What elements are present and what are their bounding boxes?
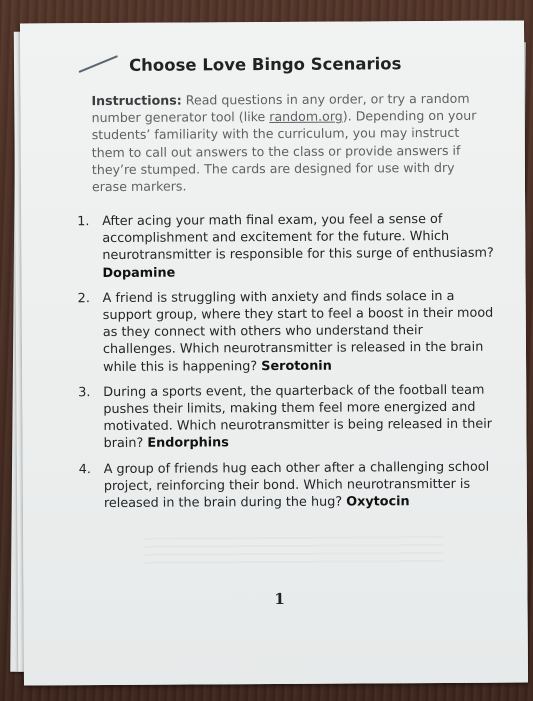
instructions-paragraph bbox=[91, 90, 492, 196]
question-text: A group of friends hug each other after a challenging school project, reinforcing their bond. Which neurotransmitter is released in the brain during the hug? bbox=[103, 459, 490, 512]
question-number: 4. bbox=[78, 461, 91, 477]
question-answer: Endorphins bbox=[147, 435, 229, 452]
question-answer: Serotonin bbox=[261, 358, 332, 374]
show-through-text bbox=[143, 536, 443, 568]
instructions-label: Instructions: bbox=[91, 92, 182, 109]
question-text: After acing your math final exam, you feel a sense of accomplishment and excitement for the future. Which neurotransmitter is responsible for this surge of enthusiasm? bbox=[102, 211, 494, 264]
question-answer: Dopamine bbox=[102, 265, 176, 281]
document-page bbox=[20, 20, 528, 685]
question-number: 3. bbox=[78, 384, 91, 401]
question-item bbox=[78, 287, 499, 376]
random-org-link: random.org bbox=[269, 108, 343, 125]
question-item bbox=[79, 458, 499, 512]
page-title: Choose Love Bingo Scenarios bbox=[128, 54, 402, 75]
question-item bbox=[77, 211, 497, 282]
instructions-text-after-link: ). Depending on your students’ familiarity with the curriculum, you may instruct them to call out answers to the class or provide answers if they’re stumped. The cards are designed for use with dry erase markers. bbox=[91, 107, 477, 195]
instructions-text-before-link: Read questions in any order, or try a random number generator tool (like bbox=[91, 90, 470, 126]
question-number: 1. bbox=[77, 214, 90, 230]
question-answer: Oxytocin bbox=[346, 494, 410, 510]
question-number: 2. bbox=[77, 290, 90, 307]
questions-list bbox=[77, 211, 499, 521]
question-text: During a sports event, the quarterback of the football team pushes their limits, making them feel more energized and motivated. Which neurotransmitter is being released in their brain? bbox=[103, 382, 493, 452]
page-number: 1 bbox=[274, 589, 285, 609]
question-text: A friend is struggling with anxiety and finds solace in a support group, where they start to feel a boost in their mood as they connect with others who understand their challenges. Which neurotransmitter is released in the brain while this is happening? bbox=[102, 288, 494, 375]
question-item bbox=[78, 381, 498, 452]
